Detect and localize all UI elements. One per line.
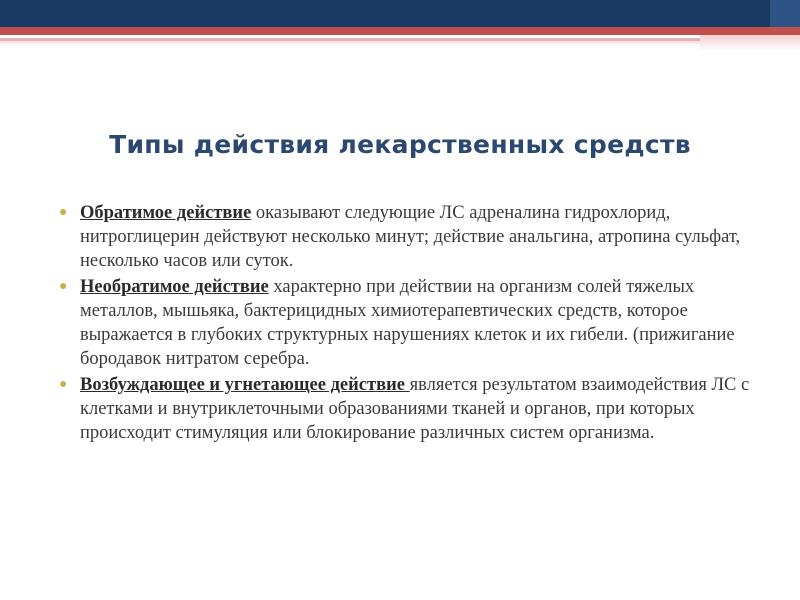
bullet-text: характерно при действии на организм солей тяжелых металлов, мышьяка, бактерицидных химиотерапевтических средств, которое выражается в глубоких структурных нарушениях клеток и их гибели. (прижигание бородавок нитратом серебра. (80, 277, 735, 369)
bullet-list (58, 201, 758, 447)
bullet-text: является результатом взаимодействия ЛС с клетками и внутриклеточными образованиями тканей и органов, при которых происходит стимуляция или блокирование различных систем организма. (80, 375, 750, 443)
bullet-icon: ● (59, 205, 68, 220)
bullet-item-excitatory-inhibitory (58, 373, 758, 445)
bullet-term: Обратимое действие (80, 203, 252, 223)
bullet-term: Возбуждающее и угнетающее действие (80, 375, 410, 395)
slide-title: Типы действия лекарственных средств (109, 130, 691, 159)
bullet-item-reversible (58, 201, 758, 273)
header-bar-red-light (0, 38, 800, 41)
header-bar-pink-accent (700, 35, 800, 51)
bullet-term: Необратимое действие (80, 277, 269, 297)
bullet-icon: ● (59, 279, 68, 294)
header-bar-red (0, 27, 800, 35)
bullet-icon: ● (59, 377, 68, 392)
header-bar-navy (0, 0, 770, 27)
bullet-item-irreversible (58, 275, 758, 371)
bullet-text: оказывают следующие ЛС адреналина гидрохлорид, нитроглицерин действуют несколько минут; действие анальгина, атропина сульфат, несколько часов или суток. (80, 203, 741, 271)
header-bar-fade (0, 41, 800, 46)
header-bar-navy-accent (770, 0, 800, 27)
